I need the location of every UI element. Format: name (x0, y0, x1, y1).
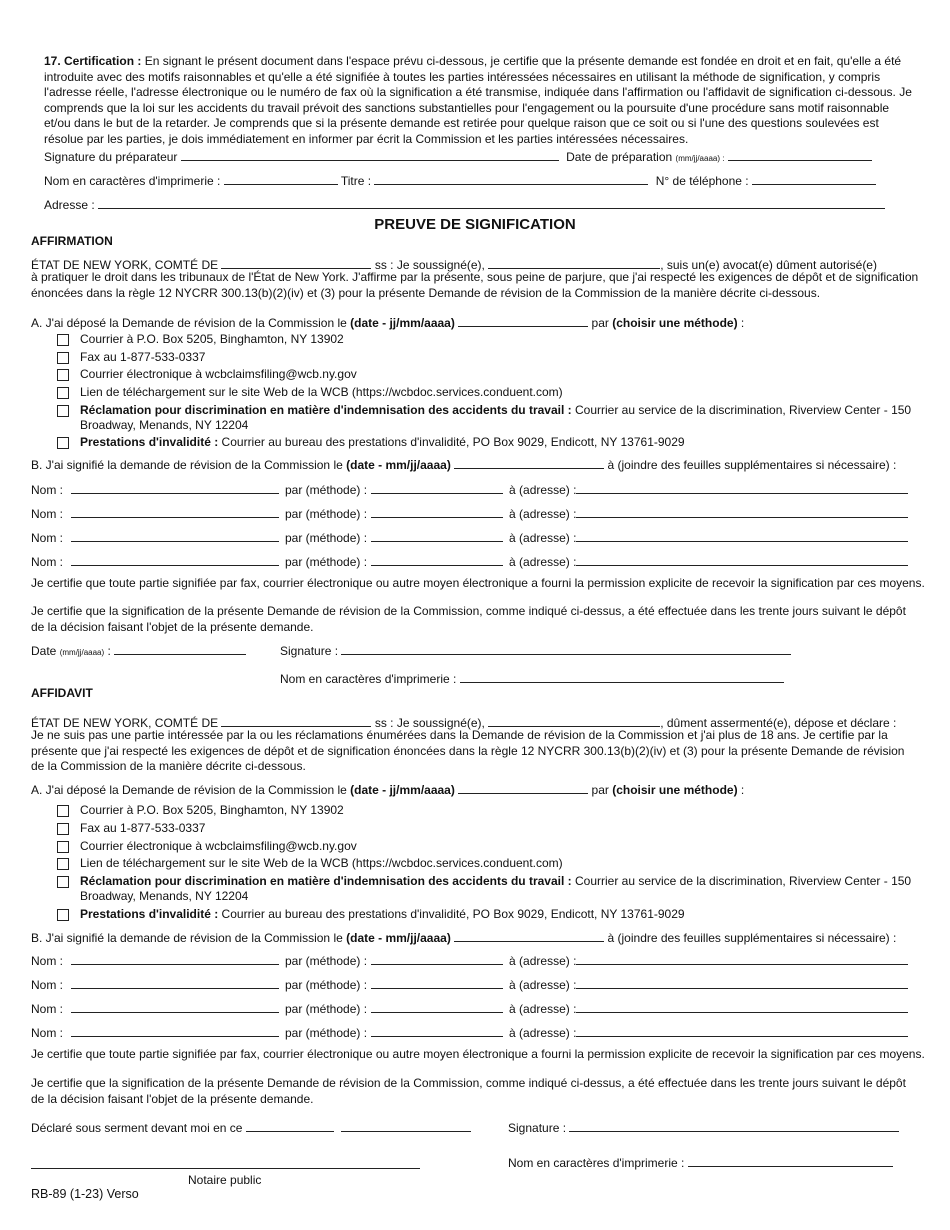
affidavit-print-name-field[interactable] (688, 1154, 893, 1167)
party-address-field[interactable] (576, 553, 908, 566)
affirmation-method-label: Réclamation pour discrimination en matière d'indemnisation des accidents du travail : Courrier au service de la discrimination, Riverview Center - 150 Broadway, Menands, NY 12204 (80, 403, 912, 432)
affirmation-heading: AFFIRMATION (31, 234, 113, 248)
preparer-address-row: Adresse : (44, 196, 885, 213)
party-name-field[interactable] (71, 1024, 279, 1037)
affidavit-method-label: Courrier à P.O. Box 5205, Binghamton, NY 13902 (80, 803, 344, 817)
party-method-field[interactable] (371, 1024, 503, 1037)
party-name-field[interactable] (71, 952, 279, 965)
party-method-field[interactable] (371, 481, 503, 494)
affirmation-method-checkbox[interactable] (57, 352, 69, 364)
affirmation-date-row: Date (mm/jj/aaaa) : (31, 642, 246, 660)
party-method-field[interactable] (371, 976, 503, 989)
affidavit-a-row: A. J'ai déposé la Demande de révision de la Commission le (date - jj/mm/aaaa) par (choisir une méthode) : (31, 783, 745, 797)
affirmation-method-checkbox[interactable] (57, 437, 69, 449)
party-name-field[interactable] (71, 505, 279, 518)
affirmation-signature-row: Signature : (280, 642, 791, 659)
affidavit-service-date-field[interactable] (454, 929, 604, 942)
preparation-date-field[interactable] (728, 148, 872, 161)
affidavit-method-checkbox[interactable] (57, 805, 69, 817)
party-method-field[interactable] (371, 952, 503, 965)
affirmation-method-checkbox[interactable] (57, 369, 69, 381)
affirmation-method-label: Fax au 1-877-533-0337 (80, 350, 206, 364)
affidavit-certify-thirty: Je certifie que la signification de la présente Demande de révision de la Commission, comme indiqué ci-dessus, a été effectuée dans les trente jours suivant le dépôt de la décision faisant l'objet de la présente demande. (31, 1076, 906, 1106)
party-method-field[interactable] (371, 505, 503, 518)
notary-signature-line[interactable] (31, 1168, 420, 1169)
affirmation-method-label: Lien de téléchargement sur le site Web de la WCB (https://wcbdoc.services.conduent.com) (80, 385, 563, 399)
affirmation-certify-thirty: Je certifie que la signification de la présente Demande de révision de la Commission, comme indiqué ci-dessus, a été effectuée dans les trente jours suivant le dépôt de la décision faisant l'objet de la présente demande. (31, 604, 906, 634)
preparer-name-row: Nom en caractères d'imprimerie : Titre : N° de téléphone : (44, 172, 876, 189)
party-address-field[interactable] (576, 1024, 908, 1037)
party-address-field[interactable] (576, 505, 908, 518)
affidavit-heading: AFFIDAVIT (31, 686, 93, 700)
affirmation-print-name-row: Nom en caractères d'imprimerie : (280, 670, 784, 687)
party-address-field[interactable] (576, 976, 908, 989)
party-address-field[interactable] (576, 1000, 908, 1013)
affidavit-print-name-row: Nom en caractères d'imprimerie : (508, 1154, 893, 1171)
preparer-title-field[interactable] (374, 172, 648, 185)
certification-heading: 17. Certification : (44, 54, 142, 68)
preparer-name-field[interactable] (224, 172, 338, 185)
sworn-day-field[interactable] (246, 1119, 334, 1132)
affirmation-a-row: A. J'ai déposé la Demande de révision de la Commission le (date - jj/mm/aaaa) par (choisir une méthode) : (31, 316, 745, 330)
affirmation-method-checkbox[interactable] (57, 405, 69, 417)
affirmation-method-label: Courrier à P.O. Box 5205, Binghamton, NY 13902 (80, 332, 344, 346)
proof-title: PREUVE DE SIGNIFICATION (374, 216, 576, 233)
affirmation-party-row: Nom : par (méthode) : à (adresse) : (31, 481, 908, 498)
affirmation-method-checkbox[interactable] (57, 387, 69, 399)
affirmation-party-row: Nom : par (méthode) : à (adresse) : (31, 553, 908, 570)
affidavit-method-checkbox[interactable] (57, 909, 69, 921)
affidavit-method-checkbox[interactable] (57, 876, 69, 888)
affidavit-name-field[interactable] (488, 714, 660, 727)
affirmation-method-label: Courrier électronique à wcbclaimsfiling@wcb.ny.gov (80, 367, 357, 381)
party-method-field[interactable] (371, 529, 503, 542)
preparer-signature-row: Signature du préparateur Date de préparation (mm/jj/aaaa) : (44, 148, 872, 166)
affidavit-method-label: Lien de téléchargement sur le site Web de la WCB (https://wcbdoc.services.conduent.com) (80, 856, 563, 870)
affidavit-method-checkbox[interactable] (57, 823, 69, 835)
affirmation-filing-date-field[interactable] (458, 314, 588, 327)
affidavit-filing-date-field[interactable] (458, 781, 588, 794)
affidavit-method-checkbox[interactable] (57, 841, 69, 853)
affirmation-party-row: Nom : par (méthode) : à (adresse) : (31, 505, 908, 522)
affirmation-party-row: Nom : par (méthode) : à (adresse) : (31, 529, 908, 546)
party-method-field[interactable] (371, 553, 503, 566)
affirmation-method-label: Prestations d'invalidité : Courrier au bureau des prestations d'invalidité, PO Box 9029, Endicott, NY 13761-9029 (80, 435, 685, 449)
affirmation-county-field[interactable] (221, 256, 371, 269)
affirmation-date-field[interactable] (114, 642, 246, 655)
sworn-month-field[interactable] (341, 1119, 471, 1132)
affidavit-intro: Je ne suis pas une partie intéressée par la ou les réclamations énumérées dans la Demande de révision de la Commission et j'ai plus de 18 ans. Je certifie par la présente que j'ai respecté les exigences de dépôt et de signification énoncées dans la règle 12 NYCRR 300.13(b)(2)(iv) et (3) pour la présente Demande de révision de la Commission de la manière décrite ci-dessous. (31, 728, 905, 773)
preparer-signature-field[interactable] (181, 148, 559, 161)
party-name-field[interactable] (71, 481, 279, 494)
certification-text: En signant le présent document dans l'espace prévu ci-dessous, je certifie que la présente demande est fondée en droit et en fait, qu'elle a été introduite avec des motifs raisonnables et qu'elle a été signifiée à toutes les parties intéressées nécessaires en utilisant la méthode de signification, y compris l'adresse réelle, l'adresse électronique ou le numéro de fax où la signification a été transmise, indiquée dans l'affirmation ou l'affidavit de signification ci-dessous. Je comprends que la loi sur les accidents du travail prévoit des sanctions substantielles pour l'engagement ou la poursuite d'une procédure sans motif raisonnable et/ou dans le but de la retarder. Je comprends que si la présente demande est retirée pour quelque raison que ce soit ou si l'une des questions soulevées est résolue par les parties, je dois immédiatement en informer par écrit la Commission et les parties intéressées nécessaires. (44, 54, 912, 146)
affidavit-signature-field[interactable] (569, 1119, 899, 1132)
affidavit-party-row: Nom : par (méthode) : à (adresse) : (31, 952, 908, 969)
affidavit-signature-row: Signature : (508, 1119, 899, 1136)
affidavit-sworn-row: Déclaré sous serment devant moi en ce (31, 1119, 471, 1136)
affidavit-party-row: Nom : par (méthode) : à (adresse) : (31, 976, 908, 993)
affidavit-b-row: B. J'ai signifié la demande de révision de la Commission le (date - mm/jj/aaaa) à (joindre des feuilles supplémentaires si nécessaire) : (31, 931, 897, 945)
affirmation-b-row: B. J'ai signifié la demande de révision de la Commission le (date - mm/jj/aaaa) à (joindre des feuilles supplémentaires si nécessaire) : (31, 458, 897, 472)
affirmation-method-checkbox[interactable] (57, 334, 69, 346)
affidavit-party-row: Nom : par (méthode) : à (adresse) : (31, 1024, 908, 1041)
affirmation-state-row: ÉTAT DE NEW YORK, COMTÉ DE ss : Je soussigné(e), , suis un(e) avocat(e) dûment autorisé(e) (31, 258, 877, 272)
party-name-field[interactable] (71, 529, 279, 542)
preparer-address-field[interactable] (98, 196, 885, 209)
notary-label: Notaire public (188, 1173, 262, 1187)
affidavit-state-row: ÉTAT DE NEW YORK, COMTÉ DE ss : Je soussigné(e), , dûment assermenté(e), dépose et déclare : (31, 716, 897, 730)
affirmation-service-date-field[interactable] (454, 456, 604, 469)
affidavit-method-checkbox[interactable] (57, 858, 69, 870)
affirmation-print-name-field[interactable] (460, 670, 784, 683)
affidavit-certify-electronic: Je certifie que toute partie signifiée par fax, courrier électronique ou autre moyen électronique a fourni la permission explicite de recevoir la signification par ces moyens. (31, 1047, 925, 1061)
party-name-field[interactable] (71, 1000, 279, 1013)
affidavit-method-label: Fax au 1-877-533-0337 (80, 821, 206, 835)
party-method-field[interactable] (371, 1000, 503, 1013)
preparer-phone-field[interactable] (752, 172, 876, 185)
affirmation-intro: à pratiquer le droit dans les tribunaux de l'État de New York. J'affirme par la présente, sous peine de parjure, que j'ai respecté les exigences de dépôt et de signification énoncées dans la règle 12 NYCRR 300.13(b)(2)(iv) et (3) pour la présente Demande de révision de la Commission de la manière décrite ci-dessous. (31, 270, 919, 300)
certification-paragraph (44, 54, 912, 147)
affidavit-party-row: Nom : par (méthode) : à (adresse) : (31, 1000, 908, 1017)
affidavit-method-label: Prestations d'invalidité : Courrier au bureau des prestations d'invalidité, PO Box 9029, Endicott, NY 13761-9029 (80, 907, 685, 921)
affirmation-name-field[interactable] (488, 256, 660, 269)
form-footer: RB-89 (1-23) Verso (31, 1187, 139, 1201)
party-address-field[interactable] (576, 952, 908, 965)
party-address-field[interactable] (576, 481, 908, 494)
affidavit-method-label: Courrier électronique à wcbclaimsfiling@wcb.ny.gov (80, 839, 357, 853)
affidavit-method-label: Réclamation pour discrimination en matière d'indemnisation des accidents du travail : Courrier au service de la discrimination, Riverview Center - 150 Broadway, Menands, NY 12204 (80, 874, 912, 903)
affirmation-certify-electronic: Je certifie que toute partie signifiée par fax, courrier électronique ou autre moyen électronique a fourni la permission explicite de recevoir la signification par ces moyens. (31, 576, 925, 590)
affidavit-county-field[interactable] (221, 714, 371, 727)
party-name-field[interactable] (71, 553, 279, 566)
party-address-field[interactable] (576, 529, 908, 542)
party-name-field[interactable] (71, 976, 279, 989)
affirmation-signature-field[interactable] (341, 642, 791, 655)
